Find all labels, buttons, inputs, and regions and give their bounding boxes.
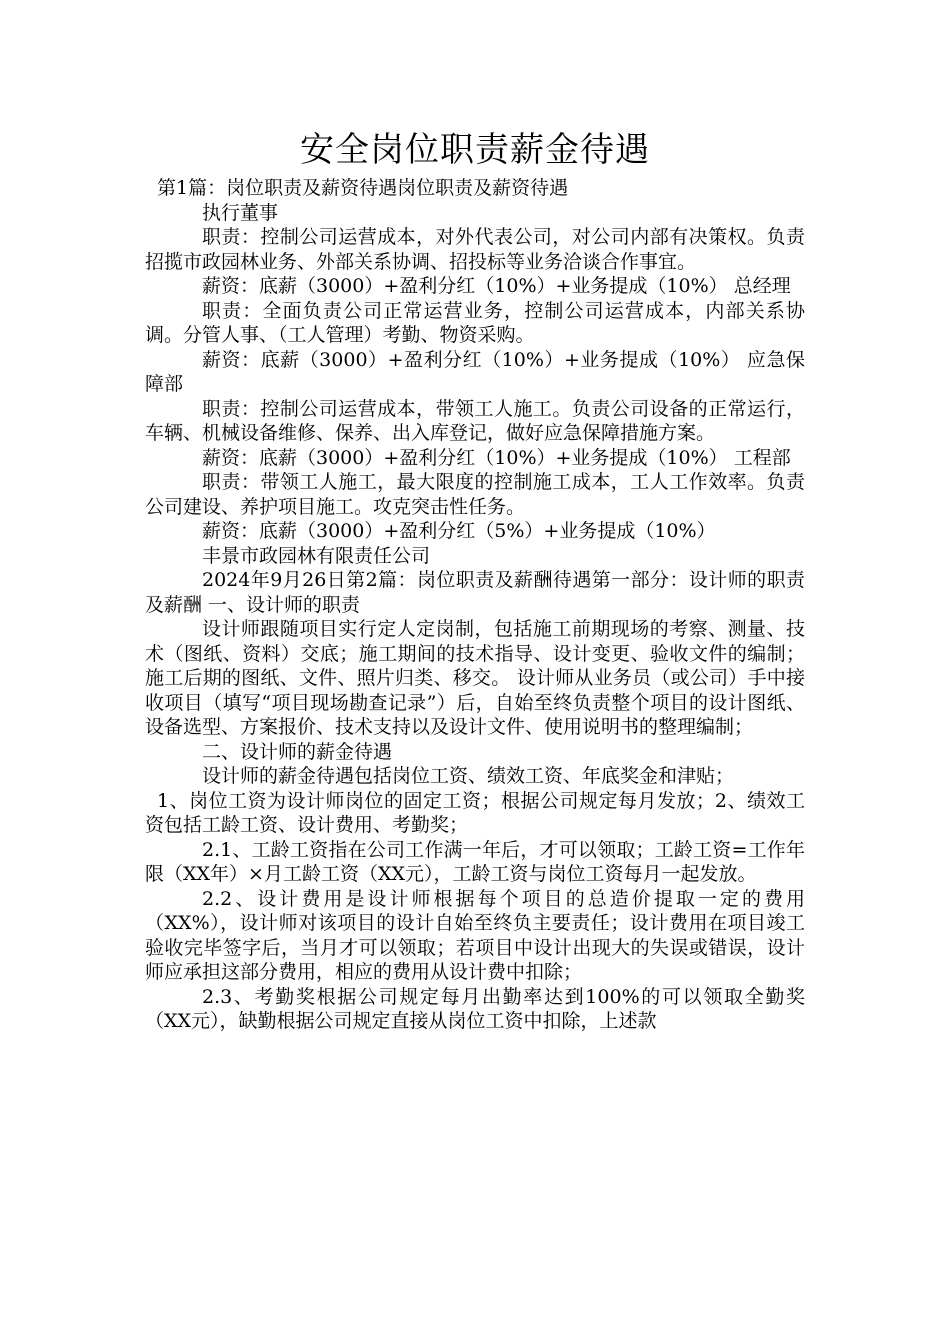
duty-paragraph: 职责：带领工人施工，最大限度的控制施工成本，工人工作效率。负责公司建设、养护项目施工。攻克突击性任务。 [145,471,805,518]
salary-item-paragraph: 1、岗位工资为设计师岗位的固定工资；根据公司规定每月发放；2、绩效工资包括工龄工资、设计费用、考勤奖； [145,789,805,836]
duty-paragraph: 职责：全面负责公司正常运营业务，控制公司运营成本，内部关系协调。分管人事、（工人管理）考勤、物资采购。 [145,299,805,346]
salary-paragraph: 薪资：底薪（3000）+盈利分红（5%）+业务提成（10%） [202,520,716,542]
salary-paragraph: 薪资：底薪（3000）+盈利分红（10%）+业务提成（10%） 应急保障部 [145,348,805,395]
salary-item-2-3: 2.3、考勤奖根据公司规定每月出勤率达到100%的可以领取全勤奖（XX元），缺勤根据公司规定直接从岗位工资中扣除，上述款 [145,985,805,1032]
salary-item-2-2: 2.2、设计费用是设计师根据每个项目的总造价提取一定的费用（XX%），设计师对该项目的设计自始至终负主要责任；设计费用在项目竣工验收完毕签字后，当月才可以领取；若项目中设计出现大的失误或错误，设计师应承担这部分费用，相应的费用从设计费中扣除； [145,887,805,983]
salary-summary-paragraph: 设计师的薪金待遇包括岗位工资、绩效工资、年底奖金和津贴； [202,765,735,787]
salary-item-2-1: 2.1、工龄工资指在公司工作满一年后，才可以领取；工龄工资=工作年限（XX年）×月工龄工资（XX元），工龄工资与岗位工资每月一起发放。 [145,838,805,885]
salary-paragraph: 薪资：底薪（3000）+盈利分红（10%）+业务提成（10%） 总经理 [202,275,791,297]
duty-paragraph: 职责：控制公司运营成本，带领工人施工。负责公司设备的正常运行，车辆、机械设备维修、保养、出入库登记，做好应急保障措施方案。 [145,397,805,444]
section-heading-2: 2024年9月26日第2篇：岗位职责及薪酬待遇第一部分：设计师的职责及薪酬 一、设计师的职责 [145,569,805,616]
duty-paragraph: 职责：控制公司运营成本，对外代表公司，对公司内部有决策权。负责招揽市政园林业务、外部关系协调、招投标等业务洽谈合作事宜。 [145,226,805,273]
role-heading-executive-director: 执行董事 [202,201,279,224]
document-body [145,176,805,1034]
document-title: 安全岗位职责薪金待遇 [300,130,650,170]
designer-salary-heading: 二、设计师的薪金待遇 [202,740,393,763]
designer-duty-paragraph: 设计师跟随项目实行定人定岗制，包括施工前期现场的考察、测量、技术（图纸、资料）交底；施工期间的技术指导、设计变更、验收文件的编制；施工后期的图纸、文件、照片归类、移交。 设计师从业务员（或公司）手中接收项目（填写“项目现场勘查记录”）后，自始至终负责整个项目的设计图纸、设备选型、方案报价、技术支持以及设计文件、使用说明书的整理编制； [145,618,805,738]
salary-paragraph: 薪资：底薪（3000）+盈利分红（10%）+业务提成（10%） 工程部 [202,446,791,469]
section-heading-1: 第1篇：岗位职责及薪资待遇岗位职责及薪资待遇 [157,177,569,199]
company-name: 丰景市政园林有限责任公司 [202,544,431,567]
